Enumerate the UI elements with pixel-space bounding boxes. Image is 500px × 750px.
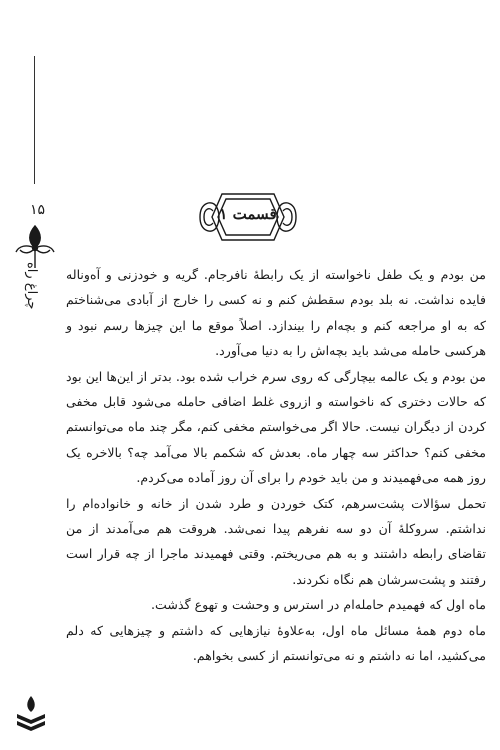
publisher-logo-icon	[14, 694, 48, 734]
chapter-title: قسمت ۱	[219, 205, 277, 223]
paragraph: ماه دوم همهٔ مسائل ماه اول، به‌علاوهٔ نیازهایی که داشتم و چیزهایی که دلم می‌کشید، اما نه داشتم و نه می‌توانستم از کسی بخواهم.	[66, 622, 486, 664]
paragraph: ماه اول که فهمیدم حامله‌ام در استرس و وحشت و تهوع گذشت.	[151, 597, 486, 613]
paragraph: من بودم و یک طفل ناخواسته از یک رابطهٔ نافرجام. گریه و خودزنی و آه‌وناله فایده نداشت. نه بلد بودم سقطش کنم و نه کسی را خارج از آبادی می‌شناختم که به او مراجعه کنم و بچه‌ام را بیندازد. اصلاً موقع ما این چیزها رسم نبود و هرکسی حامله می‌شد باید بچه‌اش را به دنیا می‌آورد.	[66, 267, 486, 359]
body-text	[66, 262, 486, 669]
paragraph: تحمل سؤالات پشت‌سرهم، کتک خوردن و طرد شدن از خانه و خانواده‌ام را نداشتم. سروکلهٔ آن دو سه نفرهم پیدا نمی‌شد. هروقت هم می‌آمدند از من تقاضای رابطه داشتند و به هم می‌ریختم. وقتی فهمیدند ماجرا از چه قرار است رفتند و پشت‌سرشان هم نگاه نکردند.	[66, 495, 486, 587]
page-number: ۱۵	[30, 202, 46, 218]
paragraph: من بودم و یک عالمه بیچارگی که روی سرم خراب شده بود. بدتر از این‌ها این بود که حالات دختری که ناخواسته و ازروی غلط اضافی حامله می‌شود قابل مخفی کردن از دیگران نیست. حالا اگر می‌خواستم مخفی کنم، مگر چند ماه می‌توانستم مخفی کنم؟ حداکثر سه چهار ماه. بعدش که شکمم بالا می‌آمد چه؟ بالاخره یک روز همه می‌فهمیدند و من باید خودم را برای آن روز آماده می‌کردم.	[66, 368, 486, 486]
running-book-title: چراغ راه	[24, 262, 39, 310]
margin-divider-line	[34, 56, 35, 184]
